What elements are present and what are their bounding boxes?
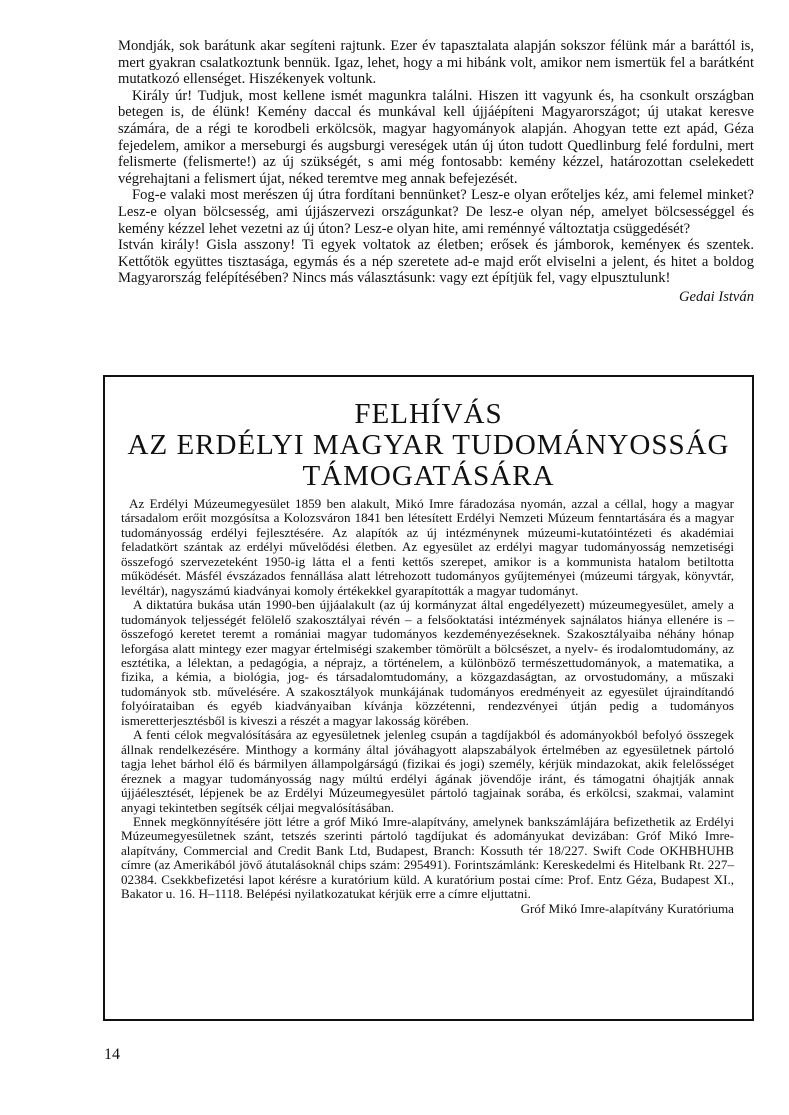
notice-signature: Gróf Mikó Imre-alapítvány Kuratóriuma [520, 900, 734, 916]
page-number: 14 [104, 1046, 120, 1063]
article-signature: Gedai István [679, 288, 754, 305]
notice-paragraph: Ennek megkönnyítésére jött létre a gróf Mikó Imre-alapítvány, amelynek bankszámlájára befizethetik az Erdélyi Múzeumegyesületnek szánt, tetszés szerinti pártoló tagdíjukat és adományukat devizában: Gróf Mikó Imre-alapítvány, Commercial and Credit Bank Ltd, Budapest, Branch: Kossuth tér 18/227. Swift Code OKHBHUHB címre (az Amerikából jövő átutalásoknál chips szám: 295491). Forintszámlánk: Kereskedelmi és Hitelbank Rt. 227–02384. Csekkbefizetési lapot kérésre a kuratórium küld. A kuratórium postai címe: Prof. Entz Géza, Budapest XI., Bakator u. 16. H–1118. Belépési nyilatkozatukat kérjük erre a címre eljuttatni. [121, 813, 734, 902]
notice-paragraph: A diktatúra bukása után 1990-ben újjáalakult (az új kormányzat által engedélyezett) múzeumegyesület, amely a tudományok teljességét felölelő szakosztályai révén – a felsőoktatási intézmények sajnálatos hiánya ellenére is – összefogó keretet teremt a romániai magyar tudományos kezdeményezéseknek. Szakosztályaiba néhány hónap leforgása alatt mintegy ezer magyar értelmiségi szakember tömörült a bölcsészet, a nyelv- és irodalomtudomány, az esztétika, a lélektan, a pedagógia, a néprajz, a történelem, a különböző természettudományok, a matematika, a fizika, a kémia, a biológia, jog- és társadalomtudomány, a közgazdaságtan, az orvostudomány, a műszaki tudományok stb. művelésére. A szakosztályok munkájának tudományos eredményeit az egyesület újraindítandó folyóirataiban és egyéb kiadványaiban kívánja közzétenni, rendezvényei útján pedig a tudományos ismeretterjesztésből is kiveszi a részét a magyar lakosság körében. [121, 597, 734, 728]
notice-title [105, 399, 752, 492]
notice-title-line-1: FELHÍVÁS [354, 398, 503, 430]
notice-paragraph: A fenti célok megvalósítására az egyesületnek jelenleg csupán a tagdíjakból és adományokból befolyó összegek állnak rendelkezésére. Minthogy a kormány által jóváhagyott alapszabályok értelmében az egyesületnek pártoló tagja lehet bárhol élő és bármilyen állampolgárságú (fizikai és jogi) személy, kérjük mindazokat, akik felelősséget éreznek a magyar tudományosság nagy múltú erdélyi ágának jövendője iránt, és támogatni óhajtják annak újjáélesztését, lépjenek be az Erdélyi Múzeumegyesület pártoló tagjainak sorába, és erkölcsi, szakmai, valamint anyagi tekintetben segítsék céljai megvalósításában. [121, 727, 734, 815]
notice-title-line-3: TÁMOGATÁSÁRA [302, 460, 555, 492]
article-paragraph: István király! Gisla asszony! Ti egyek voltatok az életben; erősek és jámborok, keményeк és szentek. Kettőtök együttes tisztasága, egymás és a nép szeretete ad-e majd erőt elviselni a jelent, és hitet a boldog Magyarország felépítésében? Nincs más választásunk: vagy ezt építjük fel, vagy elpusztulunk! [118, 237, 754, 287]
article-paragraph: Mondják, sok barátunk akar segíteni rajtunk. Ezer év tapasztalata alapján sokszor félünk már a baráttól is, mert gyakran csalatkoztunk bennük. Igaz, lehet, hogy a mi hibánk volt, amikor nem ismertük fel a barátként mutatkozó ellenséget. Hiszékenyek voltunk. [118, 38, 754, 88]
article-text [118, 38, 754, 306]
notice-title-line-2: AZ ERDÉLYI MAGYAR TUDOMÁNYOSSÁG [127, 429, 730, 461]
notice-body [121, 497, 734, 916]
article-paragraph: Király úr! Tudjuk, most kellene ismét magunkra találni. Hiszen itt vagyunk és, ha csonkult országban betegen is, de élünk! Kemény daccal és munkával kell újjáépíteni Magyarországot; új utakat keresve számára, de a régi te korodbeli erkölcsök, magyar hagyományok alapján. Ahogyan tette ezt apád, Géza fejedelem, amikor a merseburgi és augsburgi vereségek után új úton tudott Quedlinburg felé fordulni, mert felismerte (felismerte!) az új szükségét, s ami még fontosabb: kemény kézzel, határozottan cselekedett végrehajtani a felismert újat, néked teremtve meg annak befejezését. [118, 87, 754, 187]
notice-paragraph: Az Erdélyi Múzeumegyesület 1859 ben alakult, Mikó Imre fáradozása nyomán, azzal a céllal, hogy a magyar társadalom erőit mozgósítsa a Kolozsváron 1841 ben létesített Erdélyi Nemzeti Múzeum fenntartására és a magyar tudományosság erdélyi fejlesztésére. Az alapítók az új intézménynek múzeumi-kutatóintézeti és akadémiai feladatkört szántak az erdélyi művelődési életben. Az egyesület az erdélyi magyar tudományosság nemzetiségi összefogó szervezeteként 1950-ig látta el a fenti kettős szerepet, amikor is a kommunista hatalom betiltotta működését. Másfél évszázados fennállása alatt létrehozott tudományos gyűjteményei (múzeumi tárgyak, könyvtár, levéltár), nagyszámú kiadványai komoly értékekkel gyarapították a magyar tudományt. [121, 496, 734, 598]
notice-box [103, 375, 754, 1021]
article-paragraph: Fog-e valaki most merészen új útra fordítani bennünket? Lesz-e olyan erőteljes kéz, ami felemel minket? Lesz-e olyan bölcsesség, ami újjászervezi országunkat? De lesz-e olyan nép, amelyet bölcsességgel és kemény kézzel lehet vezetni az új úton? Lesz-e olyan hite, ami reménnyé változtatja csüggedését? [118, 187, 754, 237]
